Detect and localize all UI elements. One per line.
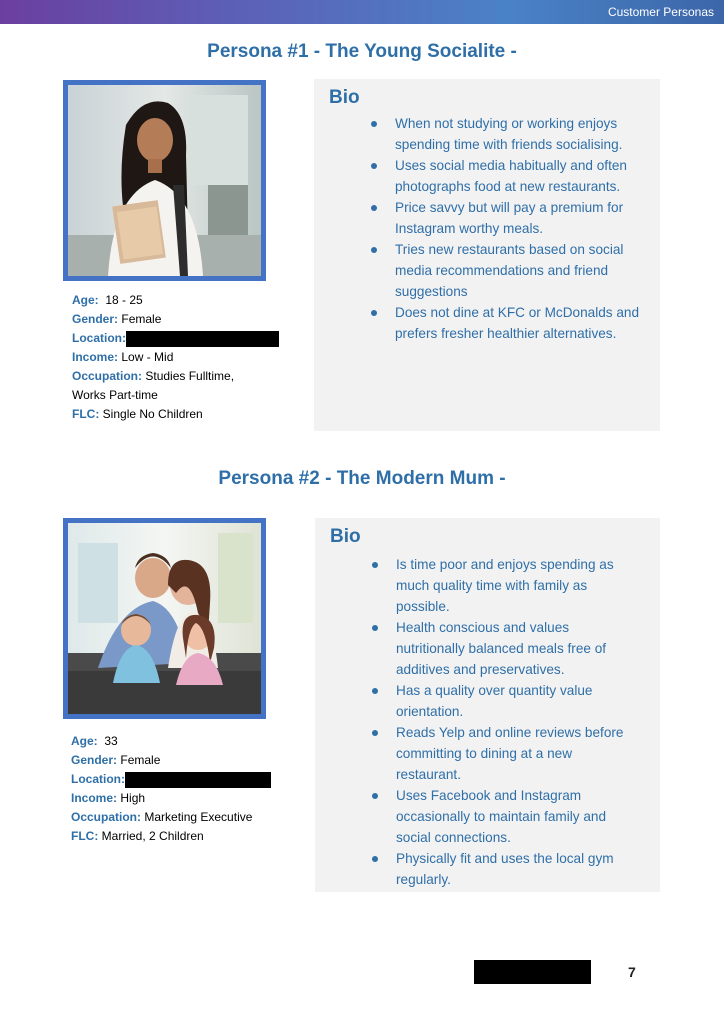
income-value: Low - Mid (121, 350, 174, 364)
persona-2-facts (71, 732, 271, 846)
age-row: Age: 33 (71, 734, 118, 748)
persona-1-title: Persona #1 - The Young Socialite - (207, 41, 517, 62)
bio-item: Tries new restaurants based on social media recommendations and friend suggestions (371, 239, 640, 302)
age-value: 33 (104, 734, 118, 748)
flc-value: Single No Children (102, 407, 203, 421)
persona-1-photo (63, 80, 266, 281)
persona-2-title: Persona #2 - The Modern Mum - (218, 468, 506, 489)
bio-item: Is time poor and enjoys spending as much quality time with family as possible. (372, 554, 640, 617)
bio-item: Physically fit and uses the local gym regularly. (372, 848, 640, 890)
bio-item: When not studying or working enjoys spending time with friends socialising. (371, 113, 640, 155)
bio-heading: Bio (330, 526, 361, 547)
occupation-row: Occupation: Studies Fulltime, (72, 369, 235, 383)
flc-value: Married, 2 Children (101, 829, 204, 843)
gender-row: Gender: Female (72, 312, 162, 326)
gender-value: Female (121, 312, 162, 326)
location-row: Location: (71, 770, 271, 789)
persona-1-bio-box (314, 79, 660, 431)
flc-row: FLC: Single No Children (72, 407, 203, 421)
page-number: 7 (628, 964, 636, 980)
bio-item: Does not dine at KFC or McDonalds and prefers fresher healthier alternatives. (371, 302, 640, 344)
gender-row: Gender: Female (71, 753, 161, 767)
bio-list (371, 113, 640, 344)
location-redaction (126, 331, 279, 347)
bio-item: Has a quality over quantity value orientation. (372, 680, 640, 722)
location-redaction (125, 772, 271, 788)
bio-item: Reads Yelp and online reviews before committing to dining at a new restaurant. (372, 722, 640, 785)
header-bar (0, 0, 724, 24)
location-row: Location: (72, 329, 279, 348)
persona-1-facts (72, 291, 279, 424)
young-woman-with-books-photo (68, 85, 261, 276)
header-title: Customer Personas (607, 5, 714, 19)
bio-heading: Bio (329, 87, 360, 108)
occupation-value: Studies Fulltime, (145, 369, 235, 383)
income-row: Income: High (71, 791, 146, 805)
persona-2-photo (63, 518, 266, 719)
flc-row: FLC: Married, 2 Children (71, 829, 204, 843)
occupation-row: Occupation: Marketing Executive (71, 810, 253, 824)
gender-value: Female (120, 753, 161, 767)
bio-list (372, 554, 640, 890)
family-on-sofa-photo (68, 523, 261, 714)
persona-2-bio-box (315, 518, 660, 892)
bio-item: Price savvy but will pay a premium for Instagram worthy meals. (371, 197, 640, 239)
bio-item: Uses Facebook and Instagram occasionally to maintain family and social connections. (372, 785, 640, 848)
occupation-value: Marketing Executive (144, 810, 253, 824)
footer-redaction (474, 960, 591, 984)
income-row: Income: Low - Mid (72, 350, 174, 364)
income-value: High (120, 791, 146, 805)
age-row: Age: 18 - 25 (72, 293, 143, 307)
bio-item: Health conscious and values nutritionally balanced meals free of additives and preservatives. (372, 617, 640, 680)
bio-item: Uses social media habitually and often photographs food at new restaurants. (371, 155, 640, 197)
age-value: 18 - 25 (105, 293, 143, 307)
occupation-row-continued: Works Part-time (72, 388, 158, 402)
